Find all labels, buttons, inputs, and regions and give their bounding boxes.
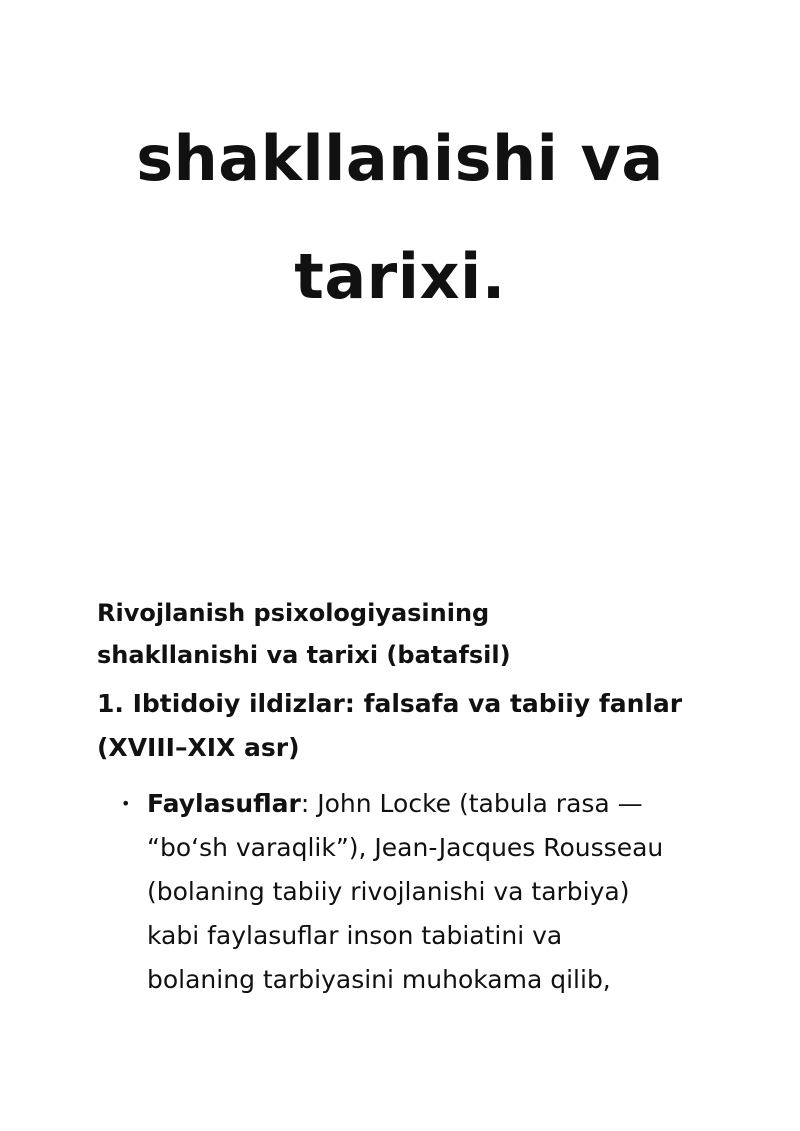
title-line-1: shakllanishi va (136, 122, 664, 195)
bullet-line-2: “bo‘sh varaqlik”), Jean-Jacques Rousseau (147, 833, 664, 862)
sub-heading (97, 682, 717, 770)
bullet-list (97, 782, 717, 1002)
section-heading-line-2: shakllanishi va tarixi (batafsil) (97, 641, 511, 669)
bullet-line-1: John Locke (tabula rasa — (317, 789, 643, 818)
bullet-line-3: (bolaning tabiiy rivojlanishi va tarbiya) (147, 877, 630, 906)
bullet-dot-icon: • (121, 794, 131, 813)
bullet-term: Faylasuflar (147, 789, 301, 818)
page-title (0, 100, 800, 336)
sub-heading-line-2: (XVIII–XIX asr) (97, 733, 300, 762)
list-item (97, 782, 717, 1002)
section-heading (97, 592, 717, 676)
bullet-line-5: bolaning tarbiyasini muhokama qilib, (147, 965, 611, 994)
title-line-2: tarixi. (294, 240, 506, 313)
bullet-line-4: kabi faylasuflar inson tabiatini va (147, 921, 563, 950)
section-heading-line-1: Rivojlanish psixologiyasining (97, 599, 490, 627)
document-body (97, 592, 717, 1002)
bullet-separator: : (300, 789, 318, 818)
sub-heading-line-1: 1. Ibtidoiy ildizlar: falsafa va tabiiy fanlar (97, 689, 683, 718)
